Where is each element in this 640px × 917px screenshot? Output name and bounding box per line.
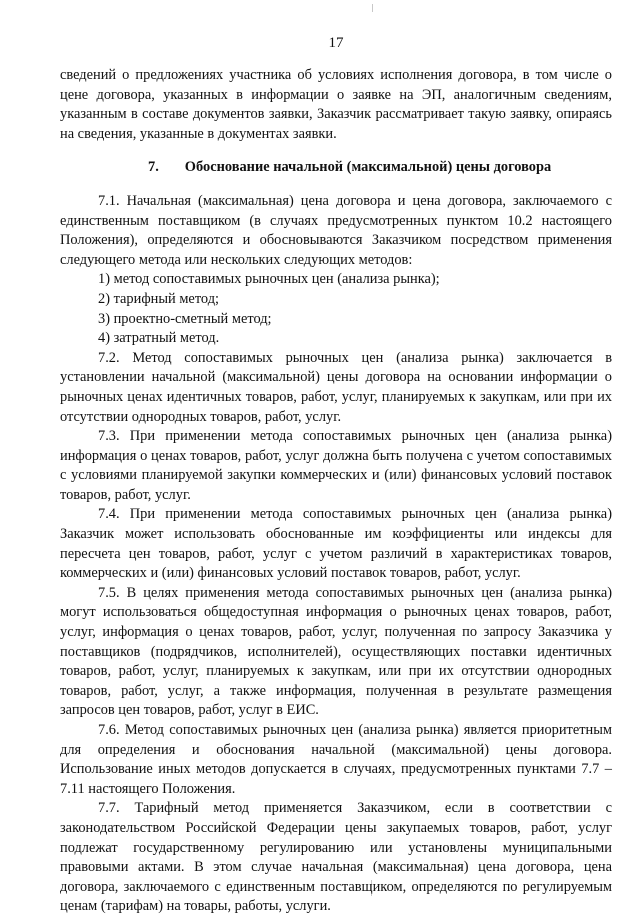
scan-mark-top bbox=[372, 4, 373, 12]
clause-7-5: 7.5. В целях применения метода сопоставимых рыночных цен (анализа рынка) могут использоваться общедоступная информация о рыночных ценах товаров, работ, услуг, информация о ценах товаров, работ, услуг, полученная по запросу Заказчика у поставщиков (подрядчиков, исполнителей), осуществляющих поставки идентичных товаров, работ, услуг, планируемых к закупкам, или при их отсутствии однородных товаров, работ, услуг, а также информация, полученная в результате размещения запросов цен товаров, работ, услуг в ЕИС. bbox=[60, 584, 612, 719]
clause-7-4: 7.4. При применении метода сопоставимых рыночных цен (анализа рынка) Заказчик может использовать обоснованные им коэффициенты или индексы для пересчета цен товаров, работ, услуг с учетом различий в характеристиках товаров, коммерческих и (или) финансовых условий поставок товаров, работ, услуг. bbox=[60, 506, 612, 582]
method-item-1: 1) метод сопоставимых рыночных цен (анализа рынка); bbox=[98, 271, 440, 288]
document-page bbox=[60, 34, 612, 917]
clause-7-6: 7.6. Метод сопоставимых рыночных цен (анализа рынка) является приоритетным для определения и обоснования начальной (максимальной) цены договора. Использование иных методов допускается в случаях, предусмотренных пунктами 7.7 – 7.11 настоящего Положения. bbox=[60, 722, 612, 797]
section-title: Обоснование начальной (максимальной) цены договора bbox=[184, 159, 552, 176]
clause-7-3: 7.3. При применении метода сопоставимых рыночных цен (анализа рынка) информация о ценах товаров, работ, услуг должна быть получена с учетом сопоставимых с условиями планируемой закупки коммерческих и (или) финансовых условий поставок товаров, работ, услуг. bbox=[60, 428, 612, 503]
clause-7-7: 7.7. Тарифный метод применяется Заказчиком, если в соответствии с законодательством Российской Федерации цены закупаемых товаров, работ, услуг подлежат государственному регулированию или установлены муниципальными правовыми актами. В этом случае начальная (максимальная) цена договора, цена договора, заключаемого с единственным поставщиком, определяются по регулируемым ценам (тарифам) на товары, работы, услуги. bbox=[60, 800, 612, 915]
section-heading bbox=[60, 158, 612, 178]
clause-7-1: 7.1. Начальная (максимальная) цена договора и цена договора, заключаемого с единственным поставщиком (в случаях предусмотренных пунктом 10.2 настоящего Положения), определяются и обосновываются Заказчиком посредством применения следующего метода или нескольких следующих методов: bbox=[60, 192, 612, 268]
page-number: 17 bbox=[328, 35, 344, 51]
clause-7-2: 7.2. Метод сопоставимых рыночных цен (анализа рынка) заключается в установлении начальной (максимальной) цены договора на основании информации о рыночных ценах идентичных товаров, работ, услуг, планируемых к закупкам, или при их отсутствии однородных товаров, работ, услуг. bbox=[60, 349, 612, 425]
method-item-4: 4) затратный метод. bbox=[98, 330, 220, 347]
section-number: 7. bbox=[148, 159, 159, 176]
method-item-3: 3) проектно-сметный метод; bbox=[98, 310, 272, 327]
method-item-2: 2) тарифный метод; bbox=[98, 290, 220, 307]
paragraph-continuation: сведений о предложениях участника об условиях исполнения договора, в том числе о цене договора, указанных в информации о заявке на ЭП, аналогичным сведениям, указанным в составе документов заявки, Заказчик рассматривает такую заявку, опираясь на сведения, указанные в документах заявки. bbox=[60, 67, 612, 142]
